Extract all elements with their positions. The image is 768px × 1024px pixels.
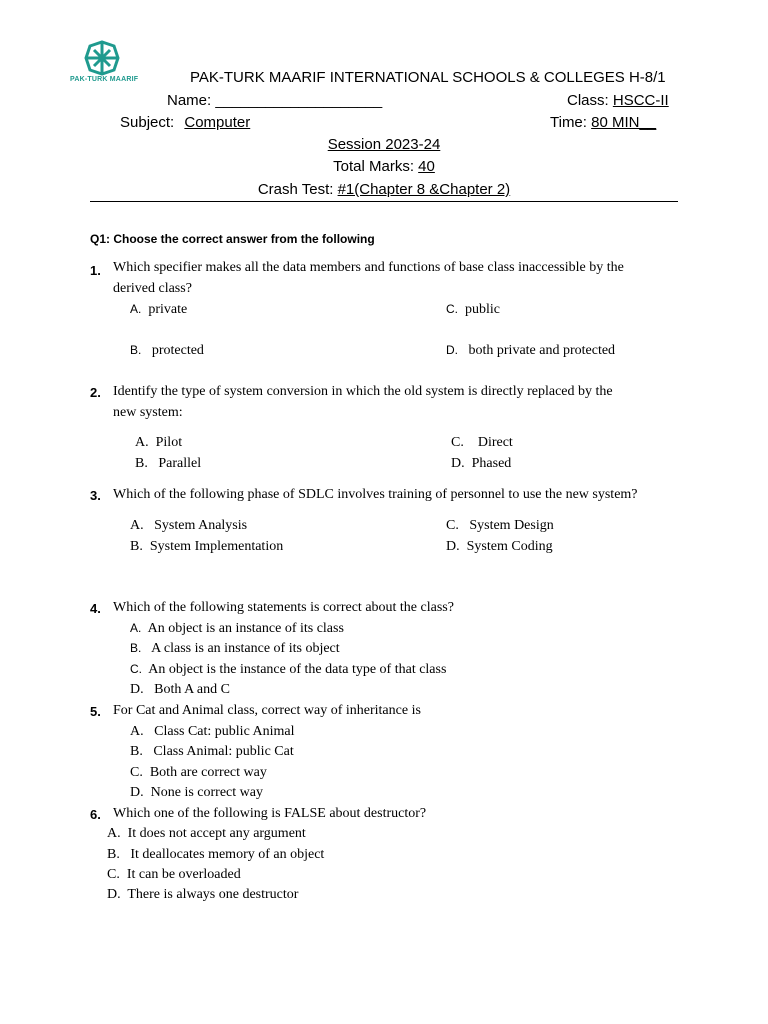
question-4-number: 4. bbox=[90, 601, 101, 616]
question-5-number: 5. bbox=[90, 704, 101, 719]
question-6-line-1: Which one of the following is FALSE about destructor? bbox=[113, 806, 427, 821]
time-value: 80 MIN__ bbox=[591, 114, 657, 131]
subject-value: Computer bbox=[184, 114, 251, 131]
time-field bbox=[550, 114, 656, 131]
question-2-line-2: new system: bbox=[113, 405, 183, 420]
q4-option-a: A. An object is an instance of its class bbox=[130, 621, 344, 636]
q2-option-a: A. Pilot bbox=[135, 435, 183, 450]
q2-option-d: D. Phased bbox=[451, 456, 512, 471]
question-3-line-1: Which of the following phase of SDLC involves training of personnel to use the new system? bbox=[113, 487, 638, 502]
header-divider bbox=[90, 201, 678, 202]
school-name: PAK-TURK MAARIF INTERNATIONAL SCHOOLS & COLLEGES H-8/1 bbox=[190, 69, 666, 86]
name-label: Name: bbox=[167, 92, 212, 109]
q1-option-c: C. public bbox=[446, 302, 500, 317]
time-label: Time: bbox=[550, 114, 587, 131]
question-3-number: 3. bbox=[90, 488, 101, 503]
q5-option-c: C. Both are correct way bbox=[130, 765, 267, 780]
session: Session 2023-24 bbox=[327, 136, 441, 153]
q5-option-d: D. None is correct way bbox=[130, 785, 263, 800]
q3-option-d: D. System Coding bbox=[446, 539, 553, 554]
q6-option-d: D. There is always one destructor bbox=[107, 887, 299, 902]
subject-label: Subject: bbox=[120, 114, 175, 131]
question-1: 1. bbox=[90, 263, 101, 278]
q1-option-b: B. protected bbox=[130, 343, 204, 358]
name-blank: ____________________ bbox=[215, 92, 383, 109]
q4-option-c: C. An object is the instance of the data type of that class bbox=[130, 662, 447, 677]
q6-option-b: B. It deallocates memory of an object bbox=[107, 847, 325, 862]
q5-option-a: A. Class Cat: public Animal bbox=[130, 724, 295, 739]
question-2-number: 2. bbox=[90, 385, 101, 400]
q1-option-a: A. private bbox=[130, 302, 188, 317]
q1-option-d: D. both private and protected bbox=[446, 343, 616, 358]
question-1-line-2: derived class? bbox=[113, 281, 192, 296]
total-marks: Total Marks: 40 bbox=[333, 158, 435, 175]
question-4-line-1: Which of the following statements is correct about the class? bbox=[113, 600, 454, 615]
logo-text: PAK-TURK MAARIF bbox=[70, 76, 139, 83]
question-1-line-1: Which specifier makes all the data members and functions of base class inaccessible by the bbox=[113, 260, 624, 275]
class-field bbox=[567, 92, 669, 109]
q6-option-a: A. It does not accept any argument bbox=[107, 826, 306, 841]
q2-option-c: C. Direct bbox=[451, 435, 513, 450]
question-5-line-1: For Cat and Animal class, correct way of inheritance is bbox=[113, 703, 421, 718]
school-logo bbox=[70, 40, 139, 88]
section-title: Q1: Choose the correct answer from the following bbox=[90, 232, 375, 246]
q3-option-b: B. System Implementation bbox=[130, 539, 284, 554]
q4-option-b: B. A class is an instance of its object bbox=[130, 641, 340, 656]
q4-option-d: D. Both A and C bbox=[130, 682, 230, 697]
subject-field bbox=[120, 114, 250, 131]
name-field bbox=[167, 92, 382, 109]
q3-option-a: A. System Analysis bbox=[130, 518, 248, 533]
class-value: HSCC-II bbox=[612, 92, 669, 109]
crash-test: Crash Test: #1(Chapter 8 &Chapter 2) bbox=[257, 181, 511, 198]
question-2-line-1: Identify the type of system conversion in which the old system is directly replaced by the bbox=[113, 384, 613, 399]
q5-option-b: B. Class Animal: public Cat bbox=[130, 744, 294, 759]
q6-option-c: C. It can be overloaded bbox=[107, 867, 241, 882]
q3-option-c: C. System Design bbox=[446, 518, 554, 533]
class-label: Class: bbox=[567, 92, 609, 109]
q2-option-b: B. Parallel bbox=[135, 456, 202, 471]
question-6-number: 6. bbox=[90, 807, 101, 822]
